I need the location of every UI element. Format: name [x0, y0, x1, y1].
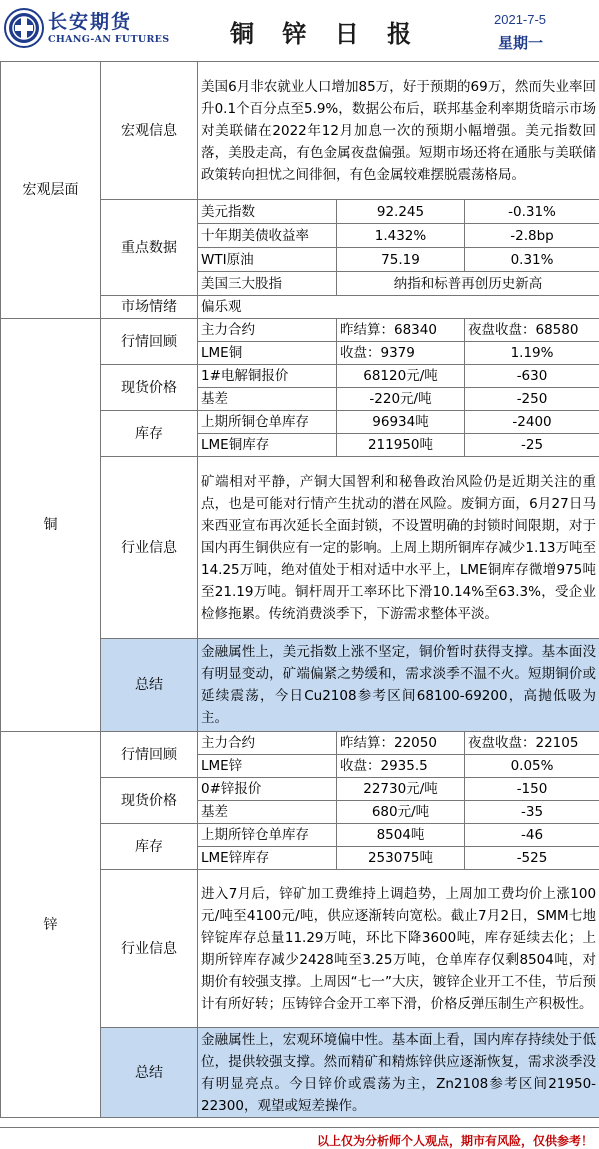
copper-summary-text: 金融属性上，美元指数上涨不坚定，铜价暂时获得支撑。基本面没有明显变动，矿端偏紧之势缓和，需求淡季不温不火。短期铜价或延续震荡，今日Cu2108参考区间68100-69200，高抛低吸为主。 [198, 639, 599, 732]
macro-data-label: 重点数据 [101, 200, 198, 296]
copper-shfe-stock-name: 上期所铜仓单库存 [198, 411, 337, 434]
zinc-lme-close: 收盘：2935.5 [337, 755, 465, 778]
zinc-lme-stock-change: -525 [465, 847, 599, 870]
macro-data-change: 0.31% [465, 248, 599, 272]
section-zinc: 锌 [1, 732, 101, 1118]
macro-data-value: 1.432% [337, 224, 465, 248]
copper-shfe-stock-change: -2400 [465, 411, 599, 434]
company-logo [2, 4, 170, 54]
zinc-shfe-stock-name: 上期所锌仓单库存 [198, 824, 337, 847]
report-table [0, 61, 599, 1118]
logo-emblem-icon [4, 8, 44, 48]
zinc-lme-name: LME锌 [198, 755, 337, 778]
copper-shfe-stock-value: 96934吨 [337, 411, 465, 434]
logo-text-cn: 长安期货 [48, 11, 133, 33]
copper-summary-label: 总结 [101, 639, 198, 732]
macro-sentiment-label: 市场情绪 [101, 296, 198, 319]
zinc-shfe-stock-value: 8504吨 [337, 824, 465, 847]
macro-sentiment-value: 偏乐观 [198, 296, 599, 319]
macro-info-label: 宏观信息 [101, 62, 198, 200]
macro-data-change: -2.8bp [465, 224, 599, 248]
copper-main-night: 夜盘收盘：68580 [465, 319, 599, 342]
copper-main-contract: 主力合约 [198, 319, 337, 342]
zinc-main-night: 夜盘收盘：22105 [465, 732, 599, 755]
zinc-review-label: 行情回顾 [101, 732, 198, 778]
report-footer [0, 1127, 599, 1149]
copper-lme-stock-name: LME铜库存 [198, 434, 337, 457]
zinc-lme-stock-name: LME锌库存 [198, 847, 337, 870]
zinc-stock-label: 库存 [101, 824, 198, 870]
copper-spot-value: 68120元/吨 [337, 365, 465, 388]
copper-lme-change: 1.19% [465, 342, 599, 365]
zinc-summary-text: 金融属性上，宏观环境偏中性。基本面上看，国内库存持续处于低位，提供较强支撑。然而精矿和精炼锌供应逐渐恢复，需求淡季没有明显亮点。今日锌价或震荡为主，Zn2108参考区间21950-22300，观望或短差操作。 [198, 1028, 599, 1118]
zinc-industry-label: 行业信息 [101, 870, 198, 1028]
report-weekday: 星期一 [498, 34, 544, 52]
report-date: 2021-7-5 [494, 12, 547, 27]
zinc-spot-label: 现货价格 [101, 778, 198, 824]
report-header [0, 0, 599, 58]
copper-main-settle: 昨结算：68340 [337, 319, 465, 342]
zinc-spot-name: 0#锌报价 [198, 778, 337, 801]
zinc-lme-stock-value: 253075吨 [337, 847, 465, 870]
zinc-main-settle: 昨结算：22050 [337, 732, 465, 755]
macro-stock-name: 美国三大股指 [198, 272, 337, 296]
logo-text-en: CHANG-AN FUTURES [48, 34, 170, 45]
copper-basis-change: -250 [465, 388, 599, 411]
zinc-basis-name: 基差 [198, 801, 337, 824]
report-title: 铜 锌 日 报 [230, 20, 422, 48]
copper-stock-label: 库存 [101, 411, 198, 457]
section-copper: 铜 [1, 319, 101, 732]
disclaimer-text: 以上仅为分析师个人观点，期市有风险，仅供参考！ [316, 1134, 593, 1148]
macro-data-name: 美元指数 [198, 200, 337, 224]
macro-data-value: 92.245 [337, 200, 465, 224]
zinc-basis-value: 680元/吨 [337, 801, 465, 824]
zinc-main-contract: 主力合约 [198, 732, 337, 755]
zinc-basis-change: -35 [465, 801, 599, 824]
copper-lme-stock-change: -25 [465, 434, 599, 457]
copper-spot-label: 现货价格 [101, 365, 198, 411]
copper-basis-name: 基差 [198, 388, 337, 411]
section-macro: 宏观层面 [1, 62, 101, 319]
zinc-lme-change: 0.05% [465, 755, 599, 778]
copper-spot-name: 1#电解铜报价 [198, 365, 337, 388]
copper-lme-close: 收盘：9379 [337, 342, 465, 365]
copper-lme-stock-value: 211950吨 [337, 434, 465, 457]
copper-basis-value: -220元/吨 [337, 388, 465, 411]
macro-data-change: -0.31% [465, 200, 599, 224]
macro-data-value: 75.19 [337, 248, 465, 272]
zinc-summary-label: 总结 [101, 1028, 198, 1118]
zinc-spot-change: -150 [465, 778, 599, 801]
zinc-industry-text: 进入7月后，锌矿加工费维持上调趋势，上周加工费均价上涨100元/吨至4100元/吨，供应逐渐转向宽松。截止7月2日，SMM七地锌锭库存总量11.29万吨，环比下降3600吨，库存延续去化；上期所锌库存减少2428吨至3.25万吨，仓单库存仅剩8504吨，对期价有较强支撑。上周因“七一”大庆，镀锌企业开工不佳，节后预计有所好转；压铸锌合金开工率下滑，价格反弹压制生产积极性。 [198, 870, 599, 1028]
copper-spot-change: -630 [465, 365, 599, 388]
macro-info-text: 美国6月非农就业人口增加85万，好于预期的69万，然而失业率回升0.1个百分点至5.9%，数据公布后，联邦基金利率期货暗示市场对美联储在2022年12月加息一次的预期小幅增强。美元指数回落，美股走高，有色金属夜盘偏强。短期市场还将在通胀与美联储政策转向担忧之间徘徊，有色金属较难摆脱震荡格局。 [198, 62, 599, 200]
copper-lme-name: LME铜 [198, 342, 337, 365]
zinc-shfe-stock-change: -46 [465, 824, 599, 847]
macro-stock-value: 纳指和标普再创历史新高 [337, 272, 599, 296]
copper-review-label: 行情回顾 [101, 319, 198, 365]
macro-data-name: WTI原油 [198, 248, 337, 272]
copper-industry-label: 行业信息 [101, 457, 198, 639]
copper-industry-text: 矿端相对平静，产铜大国智利和秘鲁政治风险仍是近期关注的重点，也是可能对行情产生扰动的潜在风险。废铜方面，6月27日马来西亚宣布再次延长全面封锁，不设置明确的封锁时间限期，对于国内再生铜供应有一定的影响。上周上期所铜库存减少1.13万吨至14.25万吨，绝对值处于相对适中水平上，LME铜库存微增975吨至21.19万吨。铜杆周开工率环比下滑10.14%至63.3%，受企业检修拖累。传统消费淡季下，下游需求整体平淡。 [198, 457, 599, 639]
zinc-spot-value: 22730元/吨 [337, 778, 465, 801]
macro-data-name: 十年期美债收益率 [198, 224, 337, 248]
